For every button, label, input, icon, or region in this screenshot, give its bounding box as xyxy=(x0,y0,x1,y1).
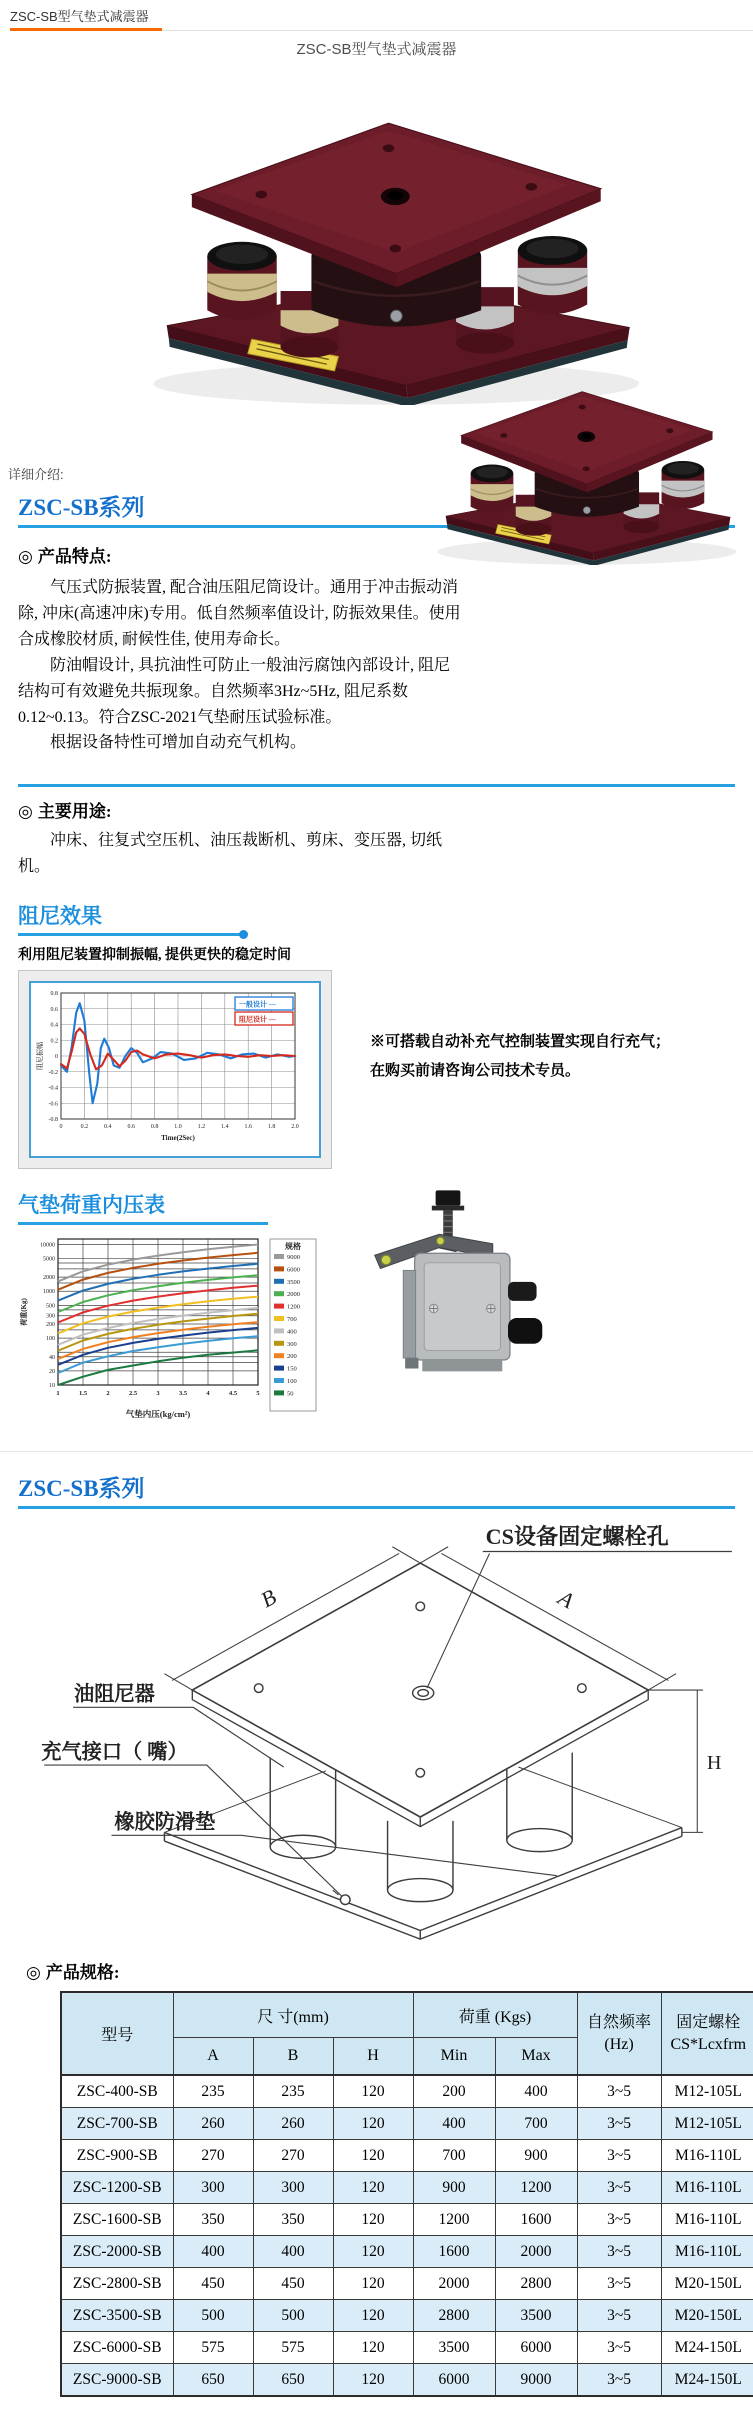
diagram-dim-b: B xyxy=(256,1584,281,1613)
svg-text:500: 500 xyxy=(46,1303,55,1310)
note-text xyxy=(370,1028,670,1085)
svg-text:0.2: 0.2 xyxy=(80,1124,89,1131)
table-cell: M16-110L xyxy=(661,2236,753,2268)
valve-photo-art xyxy=(348,1183,548,1395)
table-cell: 3~5 xyxy=(577,2140,661,2172)
col-header-load: 荷重 (Kgs) xyxy=(413,1992,577,2038)
diagram-label-damper: 油阻尼器 xyxy=(74,1683,155,1706)
svg-text:0.8: 0.8 xyxy=(50,991,58,998)
table-cell: 3~5 xyxy=(577,2364,661,2397)
svg-text:2000: 2000 xyxy=(287,1291,300,1299)
technical-diagram-art xyxy=(18,1515,735,1943)
features-paragraph: 根据设备特性可增加自动充气机构。 xyxy=(50,734,307,752)
frequency-label: 自然频率 xyxy=(587,2014,652,2032)
svg-text:阻尼设计 —: 阻尼设计 — xyxy=(239,1015,276,1024)
svg-text:4.5: 4.5 xyxy=(228,1390,238,1398)
svg-text:0.2: 0.2 xyxy=(50,1038,58,1045)
table-row xyxy=(61,2300,753,2332)
table-cell: M16-110L xyxy=(661,2140,753,2172)
table-cell: 6000 xyxy=(495,2332,577,2364)
table-cell: 200 xyxy=(413,2075,495,2108)
spec-table-body xyxy=(61,2075,753,2396)
svg-text:3.5: 3.5 xyxy=(178,1390,188,1398)
svg-text:5: 5 xyxy=(256,1390,260,1398)
model-cell: ZSC-900-SB xyxy=(61,2140,173,2172)
svg-text:-0.8: -0.8 xyxy=(48,1117,58,1124)
svg-text:2.0: 2.0 xyxy=(291,1124,299,1131)
table-cell: 350 xyxy=(173,2204,253,2236)
table-row xyxy=(61,2332,753,2364)
table-cell: 3~5 xyxy=(577,2268,661,2300)
table-cell: M16-110L xyxy=(661,2204,753,2236)
table-cell: 400 xyxy=(495,2075,577,2108)
svg-text:-0.4: -0.4 xyxy=(48,1085,58,1092)
product-photo-secondary xyxy=(409,357,741,570)
table-cell: 120 xyxy=(333,2140,413,2172)
svg-text:气垫内压(kg/cm²): 气垫内压(kg/cm²) xyxy=(125,1409,191,1420)
tab-rule xyxy=(10,30,753,31)
table-row xyxy=(61,2108,753,2140)
svg-text:0.8: 0.8 xyxy=(150,1124,159,1131)
table-cell: M20-150L xyxy=(661,2300,753,2332)
section-usage xyxy=(18,784,735,880)
svg-text:2: 2 xyxy=(106,1390,110,1398)
table-cell: 1600 xyxy=(413,2236,495,2268)
svg-text:0.6: 0.6 xyxy=(127,1124,135,1131)
table-cell: 120 xyxy=(333,2108,413,2140)
rule-dot xyxy=(239,930,248,939)
usage-title-line xyxy=(18,797,735,822)
table-cell: 400 xyxy=(413,2108,495,2140)
table-cell: 2800 xyxy=(495,2268,577,2300)
damping-chart xyxy=(33,986,313,1148)
usage-title: 主要用途: xyxy=(37,802,112,822)
model-cell: ZSC-3500-SB xyxy=(61,2300,173,2332)
svg-text:-0.2: -0.2 xyxy=(48,1069,58,1076)
features-paragraph: 防油帽设计, 具抗油性可防止一般油污腐蚀內部设计, 阻尼结构可有效避免共振现象。自然频率3Hz~5Hz, 阻尼系数0.12~0.13。符合ZSC-2021气垫耐压试验标准。 xyxy=(18,656,451,726)
load-heading-rule xyxy=(18,1222,268,1225)
features-text xyxy=(18,575,464,756)
svg-text:0: 0 xyxy=(59,1124,63,1131)
diagram-dim-a: A xyxy=(554,1585,579,1614)
load-row xyxy=(18,1231,735,1421)
model-cell: ZSC-6000-SB xyxy=(61,2332,173,2364)
model-cell: ZSC-2000-SB xyxy=(61,2236,173,2268)
table-cell: 500 xyxy=(173,2300,253,2332)
svg-text:0.4: 0.4 xyxy=(50,1022,58,1029)
ring-icon: ◎ xyxy=(18,547,33,566)
model-cell: ZSC-2800-SB xyxy=(61,2268,173,2300)
table-cell: 1200 xyxy=(495,2172,577,2204)
table-cell: 270 xyxy=(173,2140,253,2172)
damping-heading-rule xyxy=(18,933,240,936)
table-cell: 350 xyxy=(253,2204,333,2236)
svg-text:100: 100 xyxy=(46,1336,55,1343)
svg-text:Time(2Sec): Time(2Sec) xyxy=(161,1134,195,1143)
table-cell: 3~5 xyxy=(577,2108,661,2140)
table-cell: 6000 xyxy=(413,2364,495,2397)
usage-text: 冲床、往复式空压机、油压裁断机、剪床、变压器, 切纸机。 xyxy=(18,832,443,876)
svg-text:400: 400 xyxy=(287,1328,297,1336)
table-cell: 700 xyxy=(413,2140,495,2172)
svg-text:1.0: 1.0 xyxy=(174,1124,182,1131)
svg-text:1.8: 1.8 xyxy=(267,1124,276,1131)
technical-diagram xyxy=(18,1515,735,1948)
svg-text:10: 10 xyxy=(49,1383,55,1390)
table-cell: M12-105L xyxy=(661,2108,753,2140)
table-cell: 120 xyxy=(333,2332,413,2364)
table-cell: 3~5 xyxy=(577,2236,661,2268)
table-cell: M24-150L xyxy=(661,2332,753,2364)
damping-heading: 阻尼效果 xyxy=(18,904,102,929)
table-cell: 2800 xyxy=(413,2300,495,2332)
svg-text:1200: 1200 xyxy=(287,1303,300,1311)
table-cell: 1600 xyxy=(495,2204,577,2236)
table-cell: 260 xyxy=(253,2108,333,2140)
svg-text:200: 200 xyxy=(46,1322,55,1329)
svg-text:-0.6: -0.6 xyxy=(48,1101,58,1108)
col-header-dimensions: 尺 寸(mm) xyxy=(173,1992,413,2038)
col-header-h: H xyxy=(333,2038,413,2076)
svg-text:2.5: 2.5 xyxy=(128,1390,138,1398)
table-cell: 270 xyxy=(253,2140,333,2172)
svg-text:300: 300 xyxy=(287,1340,297,1348)
table-cell: 575 xyxy=(253,2332,333,2364)
table-cell: 235 xyxy=(253,2075,333,2108)
damping-caption: 利用阻尼装置抑制振幅, 提供更快的稳定时间 xyxy=(18,948,291,964)
section-divider xyxy=(0,1451,753,1452)
diagram-label-bolt-hole: CS设备固定螺栓孔 xyxy=(485,1524,669,1550)
valve-photo xyxy=(348,1183,548,1400)
svg-text:一般设计 —: 一般设计 — xyxy=(239,1000,276,1009)
svg-text:4: 4 xyxy=(206,1390,210,1398)
svg-text:3: 3 xyxy=(156,1390,160,1398)
series-heading-2-rule xyxy=(18,1506,735,1509)
features-title: 产品特点: xyxy=(37,547,112,566)
svg-text:0: 0 xyxy=(55,1054,58,1061)
table-cell: 120 xyxy=(333,2204,413,2236)
table-cell: 3~5 xyxy=(577,2172,661,2204)
note-line-1: ※可搭载自动补充气控制装置实现自行充气； xyxy=(370,1034,671,1051)
col-header-min: Min xyxy=(413,2038,495,2076)
svg-text:10000: 10000 xyxy=(40,1242,55,1249)
damping-row xyxy=(18,970,735,1169)
table-cell: 900 xyxy=(495,2140,577,2172)
top-bar xyxy=(0,0,753,31)
table-cell: 2000 xyxy=(495,2236,577,2268)
section-series-1 xyxy=(18,489,735,756)
series-heading-2: ZSC-SB系列 xyxy=(18,1476,145,1502)
table-cell: 3~5 xyxy=(577,2332,661,2364)
table-row xyxy=(61,2075,753,2108)
frequency-unit: (Hz) xyxy=(604,2035,634,2053)
table-row xyxy=(61,2204,753,2236)
svg-text:150: 150 xyxy=(287,1365,297,1373)
note-line-2: 在购买前请咨询公司技术专员。 xyxy=(370,1062,581,1079)
table-cell: 300 xyxy=(253,2172,333,2204)
load-chart-heading: 气垫荷重内压表 xyxy=(18,1193,165,1218)
svg-text:300: 300 xyxy=(46,1313,55,1320)
table-cell: 400 xyxy=(253,2236,333,2268)
table-cell: 120 xyxy=(333,2300,413,2332)
specs-title-line xyxy=(26,1958,735,1983)
table-cell: 500 xyxy=(253,2300,333,2332)
diagram-label-valve: 充气接口（ 嘴） xyxy=(41,1741,188,1764)
col-header-a: A xyxy=(173,2038,253,2076)
damping-chart-frame xyxy=(29,981,321,1158)
model-cell: ZSC-1600-SB xyxy=(61,2204,173,2236)
table-cell: 235 xyxy=(173,2075,253,2108)
table-cell: M24-150L xyxy=(661,2364,753,2397)
table-cell: 3500 xyxy=(495,2300,577,2332)
tab-active-indicator xyxy=(10,28,162,31)
table-cell: 3~5 xyxy=(577,2075,661,2108)
model-cell: ZSC-400-SB xyxy=(61,2075,173,2108)
col-header-max: Max xyxy=(495,2038,577,2076)
svg-text:规格: 规格 xyxy=(285,1242,301,1252)
table-cell: 575 xyxy=(173,2332,253,2364)
table-cell: 3500 xyxy=(413,2332,495,2364)
table-cell: M20-150L xyxy=(661,2268,753,2300)
svg-text:5000: 5000 xyxy=(43,1256,55,1263)
col-header-bolt xyxy=(661,1992,753,2075)
table-row xyxy=(61,2364,753,2397)
table-cell: 2000 xyxy=(413,2268,495,2300)
svg-text:6000: 6000 xyxy=(287,1266,300,1274)
page-title: ZSC-SB型气垫式减震器 xyxy=(296,41,457,58)
svg-text:荷重(Kg): 荷重(Kg) xyxy=(20,1298,28,1326)
specs-title: 产品规格: xyxy=(45,1963,120,1983)
svg-text:1: 1 xyxy=(56,1390,60,1398)
ring-icon: ◎ xyxy=(26,1963,41,1983)
svg-text:40: 40 xyxy=(49,1354,55,1361)
svg-text:阻尼振幅: 阻尼振幅 xyxy=(36,1042,44,1071)
table-cell: 120 xyxy=(333,2364,413,2397)
table-cell: 450 xyxy=(173,2268,253,2300)
table-cell: 650 xyxy=(253,2364,333,2397)
svg-text:0.6: 0.6 xyxy=(50,1006,58,1013)
svg-text:3500: 3500 xyxy=(287,1278,300,1286)
bolt-label: 固定螺栓 xyxy=(676,2014,741,2032)
svg-text:100: 100 xyxy=(287,1378,297,1386)
product-photo-art xyxy=(107,67,647,405)
product-photo-art xyxy=(409,357,741,565)
table-cell: 400 xyxy=(173,2236,253,2268)
table-cell: M12-105L xyxy=(661,2075,753,2108)
diagram-label-pad: 橡胶防滑垫 xyxy=(114,1811,216,1834)
table-cell: 900 xyxy=(413,2172,495,2204)
features-paragraph: 气压式防振装置, 配合油压阻尼筒设计。通用于冲击振动消除, 冲床(高速冲床)专用。低自然频率值设计, 防振效果佳。使用合成橡胶材质, 耐候性佳, 使用寿命长。 xyxy=(18,579,461,648)
bolt-spec: CS*Lcxfrm xyxy=(670,2035,747,2053)
col-header-frequency xyxy=(577,1992,661,2075)
table-cell: 300 xyxy=(173,2172,253,2204)
table-row xyxy=(61,2236,753,2268)
table-cell: 120 xyxy=(333,2268,413,2300)
table-cell: 120 xyxy=(333,2172,413,2204)
table-cell: 450 xyxy=(253,2268,333,2300)
table-row xyxy=(61,2172,753,2204)
tab-product[interactable]: ZSC-SB型气垫式减震器 xyxy=(10,9,149,24)
svg-text:700: 700 xyxy=(287,1316,297,1324)
table-cell: 260 xyxy=(173,2108,253,2140)
series-heading-1: ZSC-SB系列 xyxy=(18,495,145,520)
load-pressure-chart xyxy=(18,1231,320,1421)
col-header-b: B xyxy=(253,2038,333,2076)
svg-text:1.6: 1.6 xyxy=(244,1124,252,1131)
damping-chart-card xyxy=(18,970,332,1169)
intro-label: 详细介绍: xyxy=(8,467,64,482)
svg-text:20: 20 xyxy=(49,1369,55,1376)
svg-text:9000: 9000 xyxy=(287,1254,300,1262)
table-cell: 3~5 xyxy=(577,2204,661,2236)
svg-text:1.2: 1.2 xyxy=(197,1124,206,1131)
diagram-dim-h: H xyxy=(706,1752,722,1775)
svg-text:1000: 1000 xyxy=(43,1289,55,1296)
table-cell: 120 xyxy=(333,2075,413,2108)
table-cell: 3~5 xyxy=(577,2300,661,2332)
svg-text:50: 50 xyxy=(287,1390,294,1398)
table-cell: M16-110L xyxy=(661,2172,753,2204)
ring-icon: ◎ xyxy=(18,802,33,822)
table-cell: 650 xyxy=(173,2364,253,2397)
spec-table xyxy=(60,1991,753,2397)
svg-text:1.4: 1.4 xyxy=(221,1124,229,1131)
model-cell: ZSC-1200-SB xyxy=(61,2172,173,2204)
svg-text:1.5: 1.5 xyxy=(78,1390,88,1398)
table-cell: 9000 xyxy=(495,2364,577,2397)
svg-text:2000: 2000 xyxy=(43,1275,55,1282)
col-header-model: 型号 xyxy=(61,1992,173,2075)
svg-text:200: 200 xyxy=(287,1353,297,1361)
table-cell: 120 xyxy=(333,2236,413,2268)
table-cell: 1200 xyxy=(413,2204,495,2236)
svg-text:0.4: 0.4 xyxy=(104,1124,112,1131)
table-row xyxy=(61,2140,753,2172)
model-cell: ZSC-9000-SB xyxy=(61,2364,173,2397)
model-cell: ZSC-700-SB xyxy=(61,2108,173,2140)
table-row xyxy=(61,2268,753,2300)
table-cell: 700 xyxy=(495,2108,577,2140)
